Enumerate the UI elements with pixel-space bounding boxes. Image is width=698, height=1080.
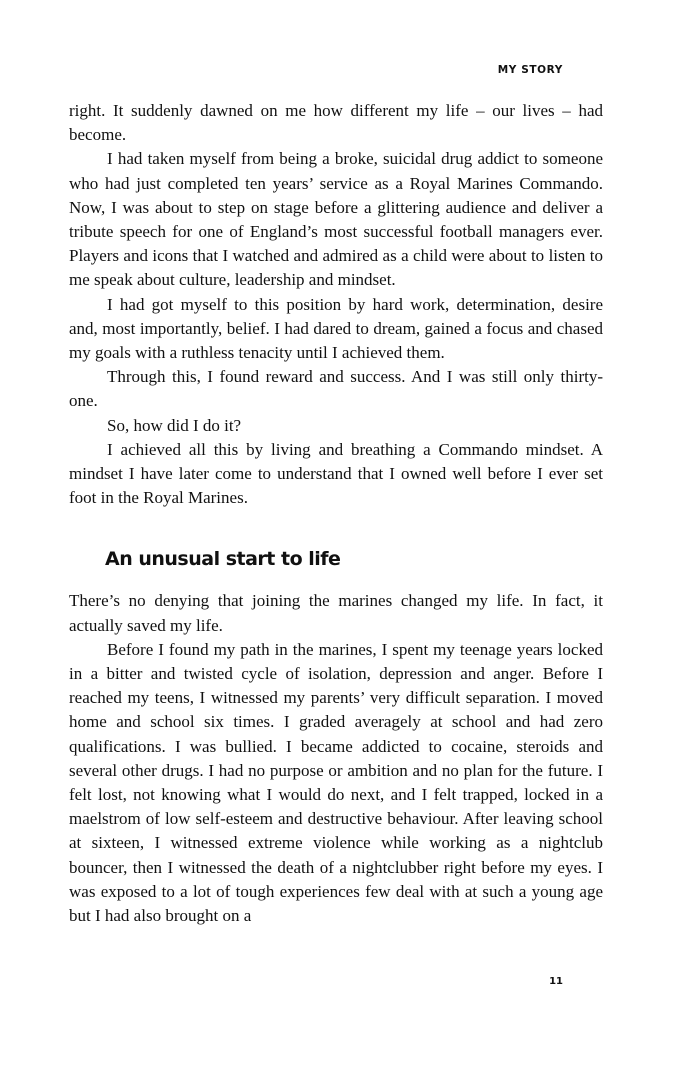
section-heading: An unusual start to life — [105, 548, 341, 571]
body-text — [69, 99, 603, 928]
paragraph: I had taken myself from being a broke, suicidal drug addict to someone who had just completed ten years’ service as a Royal Marines Commando. Now, I was about to step on stage before a glittering audience and deliver a tribute speech for one of England’s most successful football managers ever. Players and icons that I watched and admired as a child were about to listen to me speak about culture, leadership and mindset. — [69, 149, 603, 290]
paragraph: I had got myself to this position by hard work, determination, desire and, most importantly, belief. I had dared to dream, gained a focus and chased my goals with a ruthless tenacity until I achieved them. — [69, 294, 603, 363]
paragraph: So, how did I do it? — [107, 415, 242, 435]
paragraph: There’s no denying that joining the marines changed my life. In fact, it actually saved my life. — [69, 591, 603, 635]
paragraph: Before I found my path in the marines, I spent my teenage years locked in a bitter and twisted cycle of isolation, depression and anger. Before I reached my teens, I witnessed my parents’ very difficult separation. I moved home and school six times. I graded averagely at school and had zero qualifications. I was bullied. I became addicted to cocaine, steroids and several other drugs. I had no purpose or ambition and no plan for the future. I felt lost, not knowing what I would do next, and I felt trapped, locked in a maelstrom of low self-esteem and destructive behaviour. After leaving school at sixteen, I witnessed extreme violence while working as a nightclub bouncer, then I witnessed the death of a nightclubber right before my eyes. I was exposed to a lot of tough experiences few deal with at such a young age but I had also brought on a — [69, 639, 603, 926]
page-number: 11 — [549, 976, 563, 987]
paragraph-continued: right. It suddenly dawned on me how different my life – our lives – had become. — [69, 101, 603, 145]
paragraph: I achieved all this by living and breathing a Commando mindset. A mindset I have later come to understand that I owned well before I ever set foot in the Royal Marines. — [69, 439, 603, 508]
running-head: MY STORY — [497, 64, 563, 76]
paragraph: Through this, I found reward and success. And I was still only thirty-one. — [69, 367, 603, 411]
